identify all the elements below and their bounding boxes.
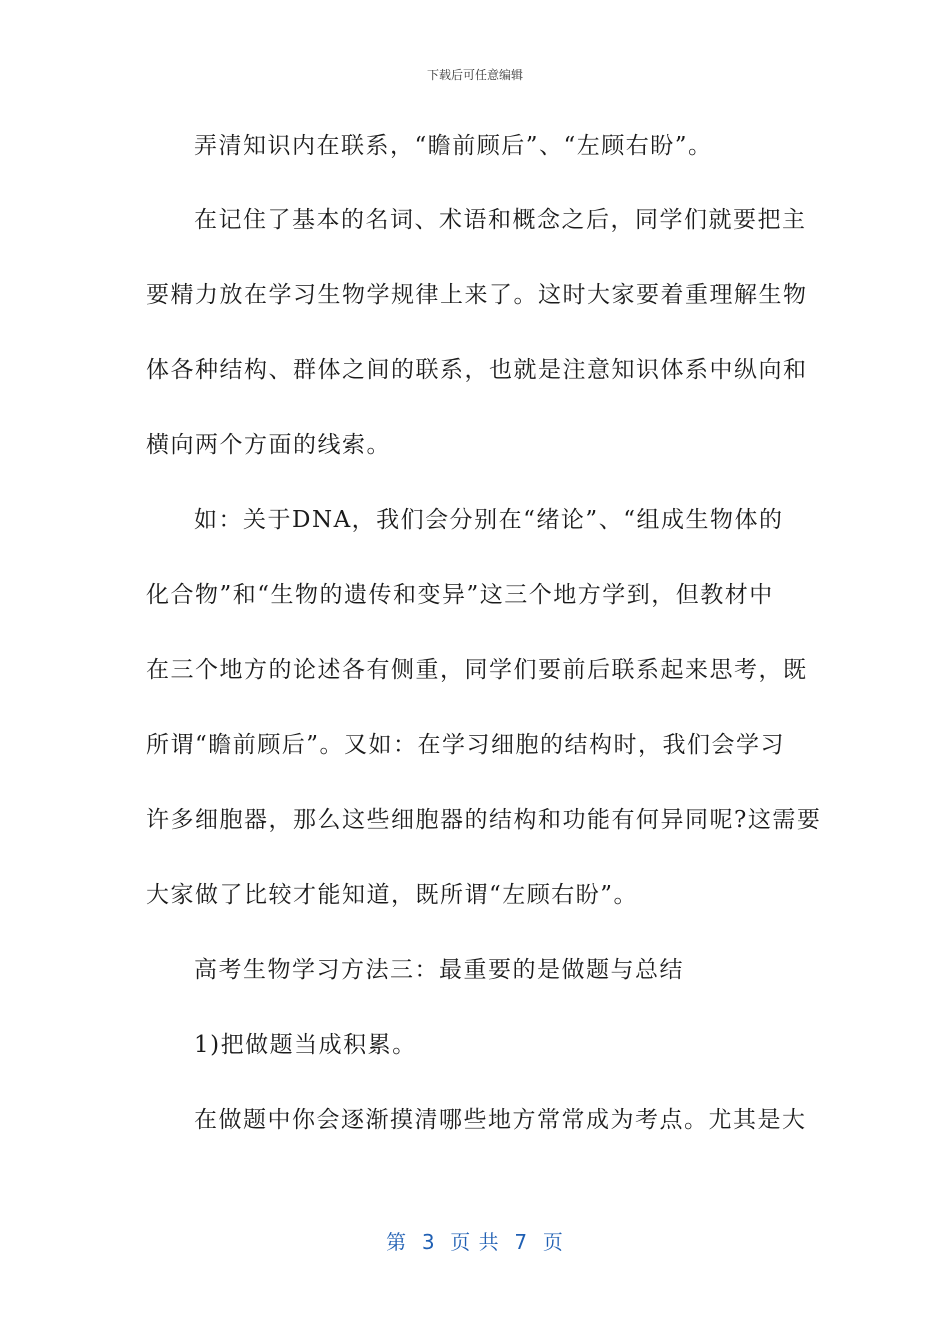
body-line: 在三个地方的论述各有侧重，同学们要前后联系起来思考，既: [146, 657, 808, 683]
section-heading: 高考生物学习方法三：最重要的是做题与总结: [194, 957, 684, 983]
page-header: 下载后可任意编辑: [426, 68, 523, 82]
body-line: 要精力放在学习生物学规律上来了。这时大家要着重理解生物: [146, 282, 808, 308]
body-line: 大家做了比较才能知道，既所谓“左顾右盼”。: [146, 882, 639, 908]
body-line: 弄清知识内在联系，“瞻前顾后”、“左顾右盼”。: [194, 133, 713, 159]
body-line: 体各种结构、群体之间的联系，也就是注意知识体系中纵向和: [146, 357, 808, 383]
body-line: 许多细胞器，那么这些细胞器的结构和功能有何异同呢?这需要: [146, 807, 822, 833]
body-line: 横向两个方面的线索。: [146, 432, 391, 458]
body-line: 如：关于DNA，我们会分别在“绪论”、“组成生物体的: [194, 507, 784, 533]
page-footer: [0, 1226, 950, 1255]
body-line: 1)把做题当成积累。: [194, 1032, 417, 1058]
body-line: 在记住了基本的名词、术语和概念之后，同学们就要把主: [194, 207, 807, 233]
page-number: 第 3 页 共 7 页: [386, 1230, 564, 1254]
body-line: 所谓“瞻前顾后”。又如：在学习细胞的结构时，我们会学习: [146, 732, 786, 758]
body-line: 在做题中你会逐渐摸清哪些地方常常成为考点。尤其是大: [194, 1107, 807, 1133]
body-line: 化合物”和“生物的遗传和变异”这三个地方学到，但教材中: [146, 582, 774, 608]
